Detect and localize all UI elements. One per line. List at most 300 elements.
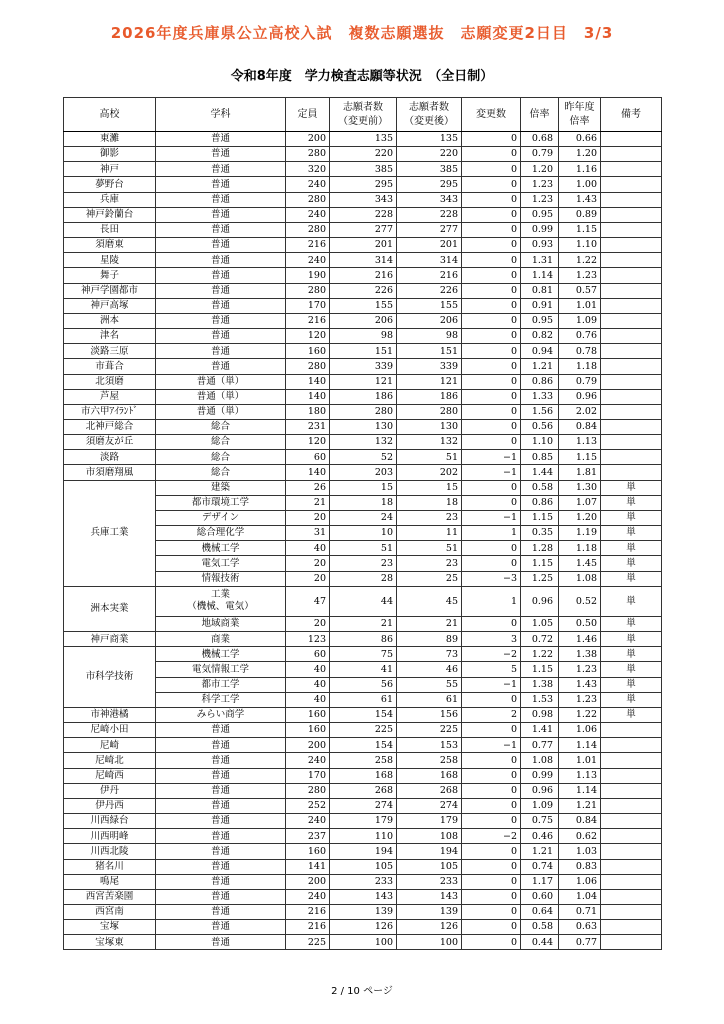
applicants-after-cell: 343 bbox=[397, 192, 462, 207]
note-cell bbox=[601, 268, 662, 283]
applicants-after-cell: 15 bbox=[397, 480, 462, 495]
note-cell bbox=[601, 768, 662, 783]
applicants-before-cell: 98 bbox=[330, 329, 397, 344]
ratio-cell: 1.21 bbox=[521, 359, 559, 374]
applicants-after-cell: 51 bbox=[397, 450, 462, 465]
ratio-cell: 0.85 bbox=[521, 450, 559, 465]
capacity-cell: 26 bbox=[286, 480, 330, 495]
last-year-ratio-cell: 0.50 bbox=[559, 617, 601, 632]
applicants-before-cell: 18 bbox=[330, 495, 397, 510]
applicants-after-cell: 268 bbox=[397, 783, 462, 798]
applicants-after-cell: 55 bbox=[397, 677, 462, 692]
school-name-cell: 川西北陵 bbox=[64, 844, 156, 859]
column-header-ratio: 倍率 bbox=[521, 98, 559, 132]
dept-cell: 普通（単） bbox=[156, 389, 286, 404]
applicants-after-cell: 23 bbox=[397, 556, 462, 571]
school-name-cell: 西宮苦楽園 bbox=[64, 889, 156, 904]
change-cell: 0 bbox=[462, 177, 521, 192]
dept-cell: 科学工学 bbox=[156, 692, 286, 707]
application-status-table bbox=[63, 97, 662, 950]
last-year-ratio-cell: 1.15 bbox=[559, 450, 601, 465]
applicants-before-cell: 154 bbox=[330, 738, 397, 753]
note-cell bbox=[601, 238, 662, 253]
dept-cell: 普通 bbox=[156, 344, 286, 359]
applicants-after-cell: 100 bbox=[397, 935, 462, 950]
school-name-cell: 鳴尾 bbox=[64, 874, 156, 889]
school-name-cell: 猪名川 bbox=[64, 859, 156, 874]
note-cell bbox=[601, 344, 662, 359]
applicants-before-cell: 121 bbox=[330, 374, 397, 389]
applicants-before-cell: 226 bbox=[330, 283, 397, 298]
school-name-cell: 兵庫工業 bbox=[64, 480, 156, 586]
change-cell: 1 bbox=[462, 586, 521, 616]
dept-cell: 総合 bbox=[156, 435, 286, 450]
note-cell bbox=[601, 435, 662, 450]
school-name-cell: 須磨友が丘 bbox=[64, 435, 156, 450]
applicants-after-cell: 143 bbox=[397, 889, 462, 904]
applicants-after-cell: 151 bbox=[397, 344, 462, 359]
capacity-cell: 170 bbox=[286, 768, 330, 783]
ratio-cell: 1.56 bbox=[521, 404, 559, 419]
capacity-cell: 240 bbox=[286, 753, 330, 768]
dept-cell: 普通 bbox=[156, 207, 286, 222]
applicants-after-cell: 339 bbox=[397, 359, 462, 374]
capacity-cell: 123 bbox=[286, 632, 330, 647]
capacity-cell: 20 bbox=[286, 571, 330, 586]
capacity-cell: 190 bbox=[286, 268, 330, 283]
school-name-cell: 市須磨翔風 bbox=[64, 465, 156, 480]
dept-cell: 情報技術 bbox=[156, 571, 286, 586]
applicants-before-cell: 135 bbox=[330, 132, 397, 147]
change-cell: 0 bbox=[462, 904, 521, 919]
note-cell: 単 bbox=[601, 692, 662, 707]
last-year-ratio-cell: 1.30 bbox=[559, 480, 601, 495]
applicants-before-cell: 41 bbox=[330, 662, 397, 677]
change-cell: −1 bbox=[462, 510, 521, 525]
note-cell bbox=[601, 404, 662, 419]
last-year-ratio-cell: 1.20 bbox=[559, 510, 601, 525]
capacity-cell: 60 bbox=[286, 450, 330, 465]
change-cell: 0 bbox=[462, 753, 521, 768]
note-cell: 単 bbox=[601, 495, 662, 510]
applicants-after-cell: 25 bbox=[397, 571, 462, 586]
applicants-after-cell: 226 bbox=[397, 283, 462, 298]
school-name-cell: 夢野台 bbox=[64, 177, 156, 192]
last-year-ratio-cell: 1.06 bbox=[559, 874, 601, 889]
dept-cell: 工業 （機械、電気） bbox=[156, 586, 286, 616]
school-name-cell: 神戸 bbox=[64, 162, 156, 177]
table-row bbox=[64, 480, 662, 495]
note-cell bbox=[601, 814, 662, 829]
ratio-cell: 0.86 bbox=[521, 495, 559, 510]
table-row bbox=[64, 207, 662, 222]
last-year-ratio-cell: 1.38 bbox=[559, 647, 601, 662]
last-year-ratio-cell: 1.01 bbox=[559, 298, 601, 313]
change-cell: −2 bbox=[462, 647, 521, 662]
note-cell bbox=[601, 889, 662, 904]
dept-cell: 都市工学 bbox=[156, 677, 286, 692]
ratio-cell: 1.44 bbox=[521, 465, 559, 480]
dept-cell: みらい商学 bbox=[156, 707, 286, 722]
applicants-before-cell: 28 bbox=[330, 571, 397, 586]
dept-cell: 普通 bbox=[156, 238, 286, 253]
note-cell bbox=[601, 859, 662, 874]
note-cell bbox=[601, 177, 662, 192]
dept-cell: 普通 bbox=[156, 132, 286, 147]
school-name-cell: 尼崎小田 bbox=[64, 723, 156, 738]
applicants-before-cell: 10 bbox=[330, 526, 397, 541]
school-name-cell: 宝塚東 bbox=[64, 935, 156, 950]
last-year-ratio-cell: 1.04 bbox=[559, 889, 601, 904]
change-cell: 0 bbox=[462, 147, 521, 162]
applicants-after-cell: 202 bbox=[397, 465, 462, 480]
dept-cell: 普通 bbox=[156, 783, 286, 798]
table-row bbox=[64, 147, 662, 162]
applicants-before-cell: 385 bbox=[330, 162, 397, 177]
applicants-before-cell: 314 bbox=[330, 253, 397, 268]
last-year-ratio-cell: 1.23 bbox=[559, 662, 601, 677]
column-header-applicants-after: 志願者数 （変更後） bbox=[397, 98, 462, 132]
ratio-cell: 1.15 bbox=[521, 556, 559, 571]
ratio-cell: 0.86 bbox=[521, 374, 559, 389]
capacity-cell: 280 bbox=[286, 192, 330, 207]
applicants-after-cell: 206 bbox=[397, 313, 462, 328]
note-cell bbox=[601, 374, 662, 389]
dept-cell: 普通 bbox=[156, 829, 286, 844]
applicants-before-cell: 51 bbox=[330, 541, 397, 556]
ratio-cell: 1.17 bbox=[521, 874, 559, 889]
capacity-cell: 200 bbox=[286, 132, 330, 147]
dept-cell: 総合 bbox=[156, 450, 286, 465]
applicants-after-cell: 121 bbox=[397, 374, 462, 389]
applicants-before-cell: 216 bbox=[330, 268, 397, 283]
capacity-cell: 240 bbox=[286, 207, 330, 222]
applicants-after-cell: 228 bbox=[397, 207, 462, 222]
applicants-before-cell: 132 bbox=[330, 435, 397, 450]
change-cell: 0 bbox=[462, 192, 521, 207]
change-cell: 0 bbox=[462, 480, 521, 495]
table-row bbox=[64, 904, 662, 919]
change-cell: 0 bbox=[462, 692, 521, 707]
change-cell: 0 bbox=[462, 768, 521, 783]
last-year-ratio-cell: 0.66 bbox=[559, 132, 601, 147]
change-cell: 0 bbox=[462, 889, 521, 904]
dept-cell: 普通 bbox=[156, 222, 286, 237]
dept-cell: 電気情報工学 bbox=[156, 662, 286, 677]
capacity-cell: 200 bbox=[286, 874, 330, 889]
dept-cell: 普通 bbox=[156, 874, 286, 889]
ratio-cell: 0.99 bbox=[521, 222, 559, 237]
note-cell bbox=[601, 829, 662, 844]
last-year-ratio-cell: 1.23 bbox=[559, 268, 601, 283]
ratio-cell: 0.44 bbox=[521, 935, 559, 950]
school-name-cell: 西宮南 bbox=[64, 904, 156, 919]
table-row bbox=[64, 723, 662, 738]
dept-cell: 普通（単） bbox=[156, 374, 286, 389]
note-cell bbox=[601, 207, 662, 222]
last-year-ratio-cell: 0.71 bbox=[559, 904, 601, 919]
applicants-before-cell: 61 bbox=[330, 692, 397, 707]
column-header-applicants-before: 志願者数 （変更前） bbox=[330, 98, 397, 132]
school-name-cell: 市六甲ｱｲﾗﾝﾄﾞ bbox=[64, 404, 156, 419]
table-row bbox=[64, 586, 662, 616]
last-year-ratio-cell: 1.06 bbox=[559, 723, 601, 738]
change-cell: 0 bbox=[462, 253, 521, 268]
change-cell: −1 bbox=[462, 677, 521, 692]
change-cell: 0 bbox=[462, 617, 521, 632]
change-cell: 0 bbox=[462, 874, 521, 889]
note-cell bbox=[601, 283, 662, 298]
applicants-after-cell: 280 bbox=[397, 404, 462, 419]
table-row bbox=[64, 359, 662, 374]
last-year-ratio-cell: 1.22 bbox=[559, 253, 601, 268]
note-cell bbox=[601, 329, 662, 344]
change-cell: 0 bbox=[462, 798, 521, 813]
capacity-cell: 320 bbox=[286, 162, 330, 177]
table-row bbox=[64, 177, 662, 192]
applicants-before-cell: 339 bbox=[330, 359, 397, 374]
applicants-before-cell: 130 bbox=[330, 419, 397, 434]
note-cell bbox=[601, 798, 662, 813]
change-cell: 0 bbox=[462, 132, 521, 147]
school-name-cell: 宝塚 bbox=[64, 920, 156, 935]
capacity-cell: 170 bbox=[286, 298, 330, 313]
school-name-cell: 川西明峰 bbox=[64, 829, 156, 844]
note-cell bbox=[601, 147, 662, 162]
dept-cell: 普通 bbox=[156, 935, 286, 950]
applicants-after-cell: 168 bbox=[397, 768, 462, 783]
table-row bbox=[64, 738, 662, 753]
ratio-cell: 0.68 bbox=[521, 132, 559, 147]
table-row bbox=[64, 783, 662, 798]
applicants-after-cell: 45 bbox=[397, 586, 462, 616]
last-year-ratio-cell: 1.18 bbox=[559, 359, 601, 374]
applicants-after-cell: 201 bbox=[397, 238, 462, 253]
table-row bbox=[64, 162, 662, 177]
applicants-before-cell: 220 bbox=[330, 147, 397, 162]
note-cell bbox=[601, 253, 662, 268]
capacity-cell: 47 bbox=[286, 586, 330, 616]
note-cell: 単 bbox=[601, 617, 662, 632]
ratio-cell: 0.72 bbox=[521, 632, 559, 647]
school-name-cell: 北須磨 bbox=[64, 374, 156, 389]
table-row bbox=[64, 874, 662, 889]
last-year-ratio-cell: 0.63 bbox=[559, 920, 601, 935]
dept-cell: 普通 bbox=[156, 359, 286, 374]
ratio-cell: 0.82 bbox=[521, 329, 559, 344]
dept-cell: 普通 bbox=[156, 723, 286, 738]
last-year-ratio-cell: 0.83 bbox=[559, 859, 601, 874]
ratio-cell: 1.22 bbox=[521, 647, 559, 662]
capacity-cell: 140 bbox=[286, 389, 330, 404]
applicants-after-cell: 385 bbox=[397, 162, 462, 177]
note-cell bbox=[601, 753, 662, 768]
change-cell: 0 bbox=[462, 313, 521, 328]
note-cell: 単 bbox=[601, 510, 662, 525]
last-year-ratio-cell: 1.22 bbox=[559, 707, 601, 722]
applicants-before-cell: 203 bbox=[330, 465, 397, 480]
change-cell: 0 bbox=[462, 404, 521, 419]
capacity-cell: 140 bbox=[286, 465, 330, 480]
school-name-cell: 尼崎北 bbox=[64, 753, 156, 768]
note-cell: 単 bbox=[601, 707, 662, 722]
dept-cell: 総合 bbox=[156, 465, 286, 480]
dept-cell: 普通 bbox=[156, 313, 286, 328]
capacity-cell: 31 bbox=[286, 526, 330, 541]
ratio-cell: 0.75 bbox=[521, 814, 559, 829]
capacity-cell: 20 bbox=[286, 510, 330, 525]
applicants-after-cell: 11 bbox=[397, 526, 462, 541]
capacity-cell: 216 bbox=[286, 920, 330, 935]
dept-cell: 普通 bbox=[156, 147, 286, 162]
ratio-cell: 0.46 bbox=[521, 829, 559, 844]
school-name-cell: 市科学技術 bbox=[64, 647, 156, 708]
ratio-cell: 0.96 bbox=[521, 783, 559, 798]
school-name-cell: 舞子 bbox=[64, 268, 156, 283]
applicants-after-cell: 233 bbox=[397, 874, 462, 889]
last-year-ratio-cell: 1.21 bbox=[559, 798, 601, 813]
ratio-cell: 0.94 bbox=[521, 344, 559, 359]
last-year-ratio-cell: 1.18 bbox=[559, 541, 601, 556]
ratio-cell: 0.56 bbox=[521, 419, 559, 434]
change-cell: 0 bbox=[462, 541, 521, 556]
change-cell: −1 bbox=[462, 450, 521, 465]
capacity-cell: 40 bbox=[286, 692, 330, 707]
change-cell: 0 bbox=[462, 207, 521, 222]
ratio-cell: 1.05 bbox=[521, 617, 559, 632]
applicants-after-cell: 21 bbox=[397, 617, 462, 632]
dept-cell: 普通 bbox=[156, 844, 286, 859]
dept-cell: 普通 bbox=[156, 859, 286, 874]
applicants-after-cell: 108 bbox=[397, 829, 462, 844]
change-cell: 0 bbox=[462, 389, 521, 404]
last-year-ratio-cell: 0.57 bbox=[559, 283, 601, 298]
last-year-ratio-cell: 1.10 bbox=[559, 238, 601, 253]
dept-cell: 普通 bbox=[156, 768, 286, 783]
applicants-before-cell: 100 bbox=[330, 935, 397, 950]
dept-cell: 普通 bbox=[156, 889, 286, 904]
dept-cell: 普通 bbox=[156, 753, 286, 768]
applicants-before-cell: 295 bbox=[330, 177, 397, 192]
dept-cell: 普通 bbox=[156, 283, 286, 298]
ratio-cell: 0.64 bbox=[521, 904, 559, 919]
last-year-ratio-cell: 1.19 bbox=[559, 526, 601, 541]
applicants-before-cell: 201 bbox=[330, 238, 397, 253]
table-row bbox=[64, 419, 662, 434]
school-name-cell: 川西緑台 bbox=[64, 814, 156, 829]
dept-cell: 地域商業 bbox=[156, 617, 286, 632]
applicants-after-cell: 130 bbox=[397, 419, 462, 434]
note-cell: 単 bbox=[601, 647, 662, 662]
dept-cell: 普通 bbox=[156, 814, 286, 829]
table-row bbox=[64, 435, 662, 450]
ratio-cell: 0.58 bbox=[521, 480, 559, 495]
table-header-row bbox=[64, 98, 662, 132]
dept-cell: 商業 bbox=[156, 632, 286, 647]
school-name-cell: 伊丹西 bbox=[64, 798, 156, 813]
school-name-cell: 星陵 bbox=[64, 253, 156, 268]
applicants-before-cell: 126 bbox=[330, 920, 397, 935]
dept-cell: 普通 bbox=[156, 329, 286, 344]
dept-cell: 総合 bbox=[156, 419, 286, 434]
applicants-after-cell: 135 bbox=[397, 132, 462, 147]
note-cell bbox=[601, 723, 662, 738]
applicants-after-cell: 258 bbox=[397, 753, 462, 768]
last-year-ratio-cell: 1.43 bbox=[559, 192, 601, 207]
applicants-after-cell: 23 bbox=[397, 510, 462, 525]
table-row bbox=[64, 222, 662, 237]
note-cell bbox=[601, 904, 662, 919]
applicants-before-cell: 143 bbox=[330, 889, 397, 904]
table-row bbox=[64, 389, 662, 404]
capacity-cell: 280 bbox=[286, 222, 330, 237]
note-cell bbox=[601, 465, 662, 480]
applicants-after-cell: 186 bbox=[397, 389, 462, 404]
dept-cell: 普通 bbox=[156, 798, 286, 813]
last-year-ratio-cell: 1.13 bbox=[559, 768, 601, 783]
school-name-cell: 市葺合 bbox=[64, 359, 156, 374]
change-cell: 0 bbox=[462, 920, 521, 935]
last-year-ratio-cell: 0.84 bbox=[559, 419, 601, 434]
ratio-cell: 1.31 bbox=[521, 253, 559, 268]
applicants-before-cell: 151 bbox=[330, 344, 397, 359]
table-row bbox=[64, 707, 662, 722]
last-year-ratio-cell: 1.45 bbox=[559, 556, 601, 571]
last-year-ratio-cell: 0.84 bbox=[559, 814, 601, 829]
applicants-after-cell: 105 bbox=[397, 859, 462, 874]
change-cell: 0 bbox=[462, 495, 521, 510]
ratio-cell: 0.58 bbox=[521, 920, 559, 935]
note-cell bbox=[601, 298, 662, 313]
change-cell: −1 bbox=[462, 465, 521, 480]
ratio-cell: 1.21 bbox=[521, 844, 559, 859]
capacity-cell: 216 bbox=[286, 313, 330, 328]
table-row bbox=[64, 313, 662, 328]
change-cell: 0 bbox=[462, 419, 521, 434]
column-header-department: 学科 bbox=[156, 98, 286, 132]
ratio-cell: 0.96 bbox=[521, 586, 559, 616]
dept-cell: 建築 bbox=[156, 480, 286, 495]
school-name-cell: 市神港橘 bbox=[64, 707, 156, 722]
dept-cell: 普通 bbox=[156, 904, 286, 919]
applicants-before-cell: 105 bbox=[330, 859, 397, 874]
last-year-ratio-cell: 1.09 bbox=[559, 313, 601, 328]
capacity-cell: 160 bbox=[286, 723, 330, 738]
ratio-cell: 0.99 bbox=[521, 768, 559, 783]
last-year-ratio-cell: 1.46 bbox=[559, 632, 601, 647]
document-title: 2026年度兵庫県公立高校入試 複数志願選抜 志願変更2日目 3/3 bbox=[110, 24, 614, 42]
note-cell bbox=[601, 222, 662, 237]
ratio-cell: 1.15 bbox=[521, 662, 559, 677]
table-row bbox=[64, 647, 662, 662]
capacity-cell: 240 bbox=[286, 814, 330, 829]
capacity-cell: 160 bbox=[286, 844, 330, 859]
column-header-capacity: 定員 bbox=[286, 98, 330, 132]
note-cell: 単 bbox=[601, 632, 662, 647]
school-name-cell: 須磨東 bbox=[64, 238, 156, 253]
change-cell: 5 bbox=[462, 662, 521, 677]
table-row bbox=[64, 632, 662, 647]
change-cell: 0 bbox=[462, 374, 521, 389]
capacity-cell: 160 bbox=[286, 707, 330, 722]
table-body bbox=[64, 132, 662, 950]
last-year-ratio-cell: 1.81 bbox=[559, 465, 601, 480]
capacity-cell: 280 bbox=[286, 283, 330, 298]
change-cell: 0 bbox=[462, 344, 521, 359]
note-cell bbox=[601, 874, 662, 889]
note-cell bbox=[601, 935, 662, 950]
last-year-ratio-cell: 0.62 bbox=[559, 829, 601, 844]
